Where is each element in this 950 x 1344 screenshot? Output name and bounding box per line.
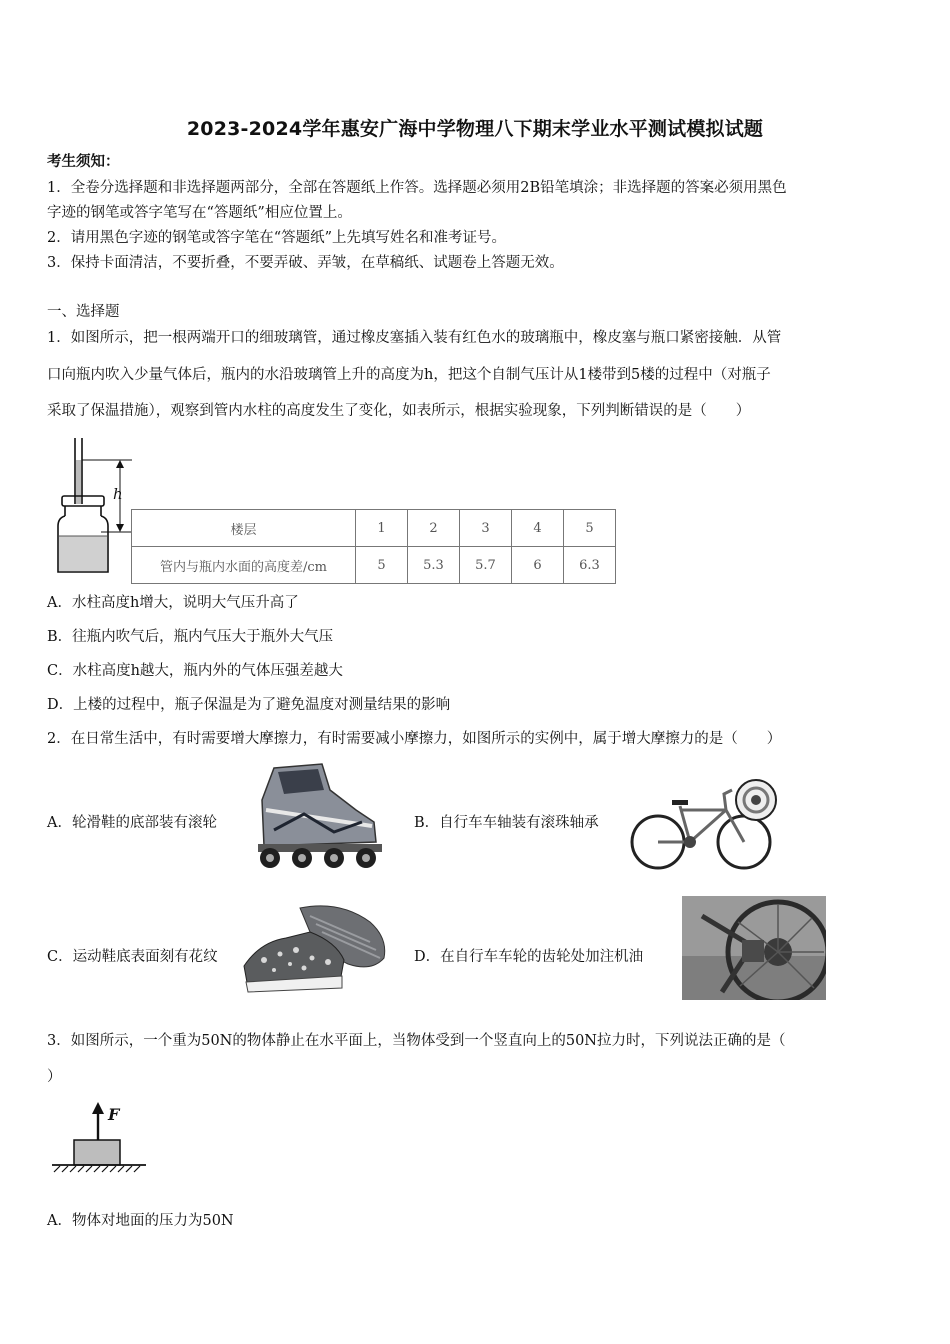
- table-cell: 2: [408, 510, 460, 547]
- bicycle-gear-image: [682, 896, 826, 1000]
- notice-line-4: 3．保持卡面清洁，不要折叠，不要弄破、弄皱，在草稿纸、试题卷上答题无效。: [47, 255, 564, 271]
- table-row: [132, 510, 616, 547]
- table-row: [132, 547, 616, 584]
- notice-line-3: 2．请用黑色字迹的钢笔或答字笔在“答题纸”上先填写姓名和准考证号。: [47, 230, 507, 246]
- q1-option-a: A．水柱高度h增大，说明大气压升高了: [47, 595, 299, 611]
- q3-stem-line-1: 3．如图所示，一个重为50N的物体静止在水平面上，当物体受到一个竖直向上的50N拉力时，下列说法正确的是（: [47, 1033, 786, 1049]
- table-cell: 1: [356, 510, 408, 547]
- bicycle-image: [628, 776, 778, 872]
- q2-stem: 2．在日常生活中，有时需要增大摩擦力，有时需要减小摩擦力，如图所示的实例中，属于增大摩擦力的是（ ）: [47, 731, 782, 747]
- table-cell: 5.7: [460, 547, 512, 584]
- notice-heading: 考生须知：: [47, 153, 120, 170]
- floor-height-table: [131, 509, 616, 584]
- force-block-figure: [50, 1100, 150, 1178]
- table-header-floor: 楼层: [132, 510, 356, 547]
- q2-option-b: B．自行车车轴装有滚珠轴承: [414, 815, 599, 831]
- table-cell: 6: [512, 547, 564, 584]
- table-cell: 6.3: [564, 547, 616, 584]
- barometer-figure: [50, 436, 140, 578]
- q1-option-d: D．上楼的过程中，瓶子保温是为了避免温度对测量结果的影响: [47, 697, 451, 713]
- q2-option-d: D．在自行车车轮的齿轮处加注机油: [414, 949, 644, 965]
- table-cell: 3: [460, 510, 512, 547]
- q2-option-c: C．运动鞋底表面刻有花纹: [47, 949, 218, 965]
- q3-stem-line-2: ）: [47, 1069, 62, 1085]
- section-heading: 一、选择题: [47, 304, 120, 320]
- table-cell: 5: [356, 547, 408, 584]
- table-cell: 4: [512, 510, 564, 547]
- notice-line-2: 字迹的钢笔或答字笔写在“答题纸”相应位置上。: [47, 205, 352, 221]
- notice-line-1: 1．全卷分选择题和非选择题两部分，全部在答题纸上作答。选择题必须用2B铅笔填涂；非选择题的答案必须用黑色: [47, 180, 787, 196]
- q1-stem-line-2: 口向瓶内吹入少量气体后，瓶内的水沿玻璃管上升的高度为h，把这个自制气压计从1楼带到5楼的过程中（对瓶子: [47, 367, 771, 383]
- q1-stem-line-3: 采取了保温措施），观察到管内水柱的高度发生了变化，如表所示，根据实验现象，下列判断错误的是（ ）: [47, 403, 751, 419]
- q3-option-a: A．物体对地面的压力为50N: [47, 1213, 234, 1229]
- q1-option-c: C．水柱高度h越大，瓶内外的气体压强差越大: [47, 663, 343, 679]
- running-shoe-image: [240, 902, 390, 996]
- roller-skate-image: [244, 760, 386, 870]
- q1-option-b: B．往瓶内吹气后，瓶内气压大于瓶外大气压: [47, 629, 334, 645]
- table-cell: 5: [564, 510, 616, 547]
- table-header-height: 管内与瓶内水面的高度差/cm: [132, 547, 356, 584]
- force-label: F: [108, 1105, 120, 1124]
- q1-stem-line-1: 1．如图所示，把一根两端开口的细玻璃管，通过橡皮塞插入装有红色水的玻璃瓶中，橡皮塞与瓶口紧密接触．从管: [47, 330, 782, 346]
- page-title: 2023-2024学年惠安广海中学物理八下期末学业水平测试模拟试题: [186, 118, 764, 140]
- table-cell: 5.3: [408, 547, 460, 584]
- q2-option-a: A．轮滑鞋的底部装有滚轮: [47, 815, 217, 831]
- height-label: h: [113, 485, 123, 503]
